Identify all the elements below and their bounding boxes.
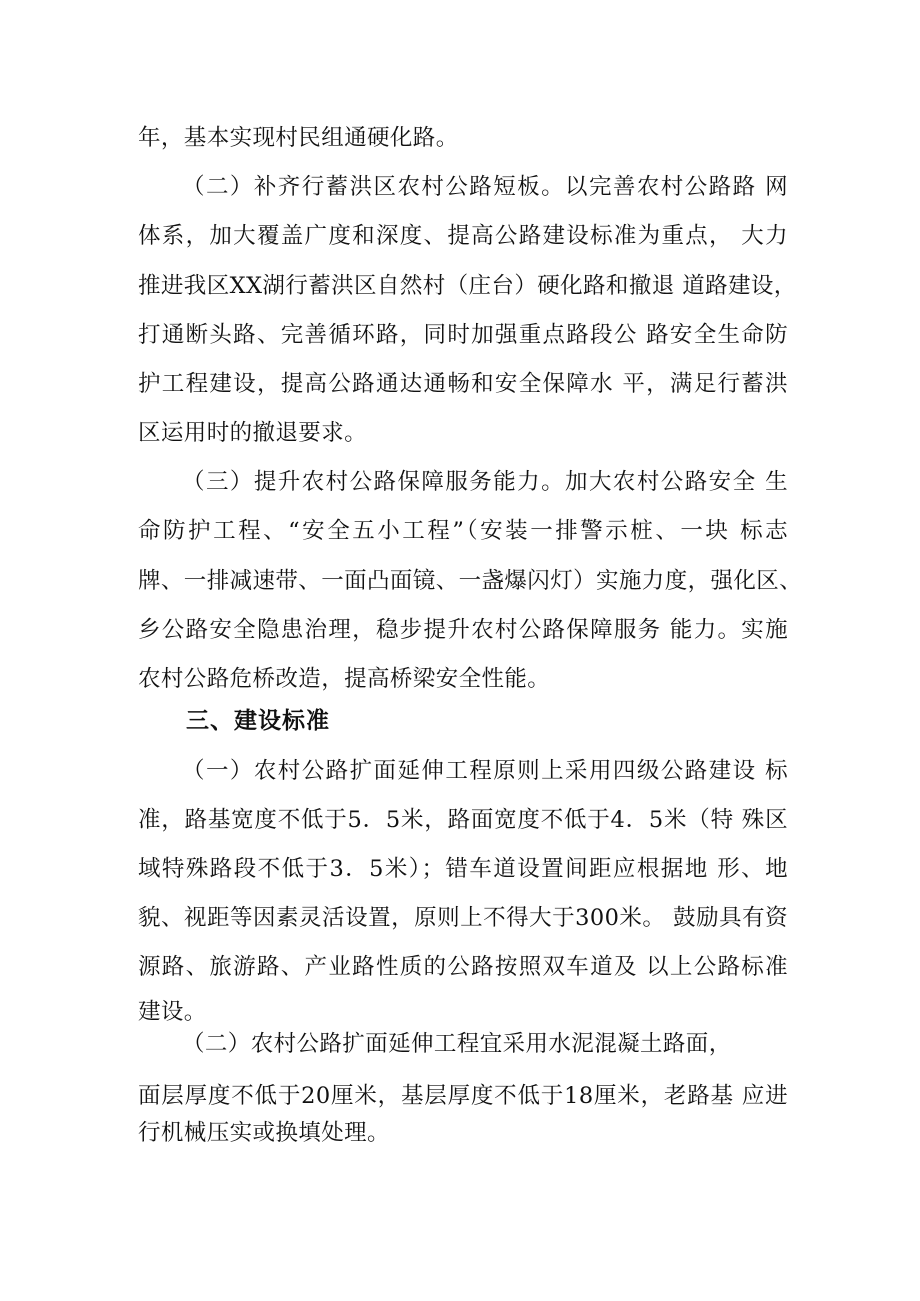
- paragraph-5-line-1: （二）农村公路扩面延伸工程宜采用水泥混凝土路面，: [182, 1031, 732, 1057]
- paragraph-2-line-6: 区运用时的撤退要求。: [138, 420, 368, 446]
- paragraph-4-line-2: 准，路基宽度不低于5．5米，路面宽度不低于4．5米（特 殊区: [138, 807, 788, 833]
- paragraph-4-line-3: 域特殊路段不低于3．5米）；错车道设置间距应根据地 形、地: [138, 856, 788, 882]
- paragraph-4-line-1: （一）农村公路扩面延伸工程原则上采用四级公路建设 标: [182, 758, 788, 784]
- section-heading: 三、建设标准: [186, 708, 330, 734]
- paragraph-2-line-5: 护工程建设，提高公路通达通畅和安全保障水 平，满足行蓄洪: [138, 371, 788, 397]
- paragraph-3-line-2: 命防护工程、“安全五小工程”（安装一排警示桩、一块 标志: [138, 518, 788, 544]
- paragraph-4-line-6: 建设。: [138, 999, 207, 1025]
- paragraph-4-line-4: 貌、视距等因素灵活设置，原则上不得大于300米。 鼓励具有资: [138, 905, 788, 931]
- paragraph-3-line-5: 农村公路危桥改造，提高桥梁安全性能。: [138, 666, 551, 692]
- paragraph-3-line-3: 牌、一排减速带、一面凸面镜、一盏爆闪灯）实施力度，强化区、: [138, 568, 803, 594]
- paragraph-2-line-4: 打通断头路、完善循环路，同时加强重点路段公 路安全生命防: [138, 322, 788, 348]
- paragraph-2-line-2: 体系，加大覆盖广度和深度、提高公路建设标准为重点， 大力: [138, 223, 788, 249]
- paragraph-5-line-3: 行机械压实或换填处理。: [138, 1120, 390, 1146]
- paragraph-5-line-2: 面层厚度不低于20厘米，基层厚度不低于18厘米，老路基 应进: [138, 1083, 788, 1109]
- paragraph-2-line-3: 推进我区XX湖行蓄洪区自然村（庄台）硬化路和撤退 道路建设，: [138, 273, 797, 299]
- paragraph-3-line-4: 乡公路安全隐患治理，稳步提升农村公路保障服务 能力。实施: [138, 617, 788, 643]
- paragraph-2-line-1: （二）补齐行蓄洪区农村公路短板。以完善农村公路路 网: [182, 174, 788, 200]
- paragraph-intro-line-1: 年，基本实现村民组通硬化路。: [138, 125, 459, 151]
- paragraph-4-line-5: 源路、旅游路、产业路性质的公路按照双车道及 以上公路标准: [138, 954, 788, 980]
- paragraph-3-line-1: （三）提升农村公路保障服务能力。加大农村公路安全 生: [182, 469, 788, 495]
